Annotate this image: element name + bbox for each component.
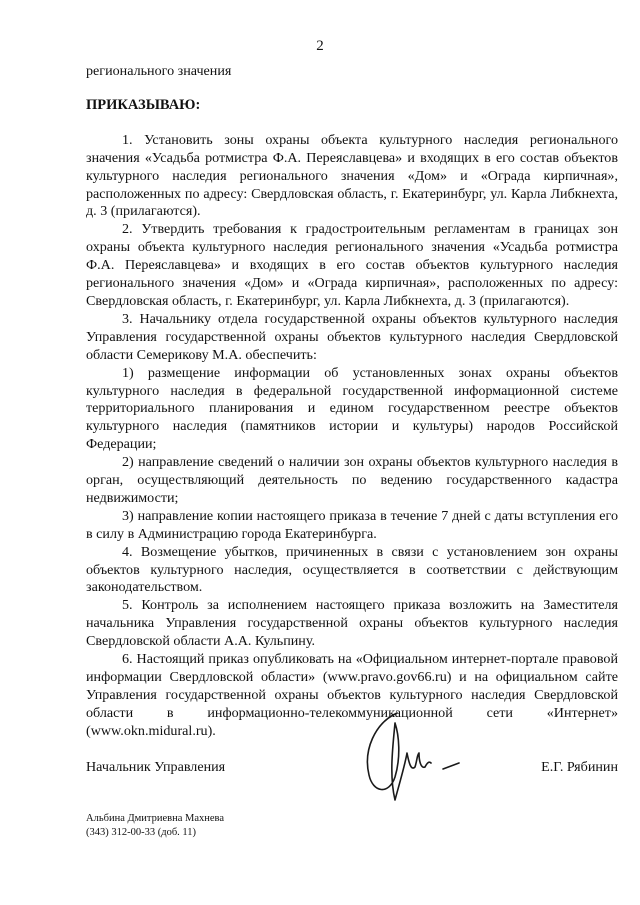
contact-phone: (343) 312-00-33 (доб. 11) [86,827,197,838]
paragraph-3: 3. Начальнику отдела государственной охраны объектов культурного наследия Управления государственной охраны объектов культурного наследия Свердловской области Семерикову М.А. обеспечить: [86,310,618,363]
paragraph-1: 1. Установить зоны охраны объекта культурного наследия регионального значения «Усадьба ротмистра Ф.А. Переяславцева» и входящих в его состав объектов культурного наследия регионального значения «Дом» и «Ограда кирпичная», расположенных по адресу: Свердловская область, г. Екатеринбург, ул. Карла Либкнехта, д. 3 (прилагаются). [86,131,618,220]
signer-title: Начальник Управления [86,759,226,775]
subitem-2: 2) направление сведений о наличии зон охраны объектов культурного наследия в орган, осуществляющий деятельность по ведению государственного кадастра недвижимости; [86,454,618,506]
paragraph-5: 5. Контроль за исполнением настоящего приказа возложить на Заместителя начальника Управления государственной охраны объектов культурного наследия Свердловской области А.А. Кульпину. [86,597,618,650]
contact-info [86,812,224,840]
paragraph-6: 6. Настоящий приказ опубликовать на «Официальном интернет-портале правовой информации Свердловской области» (www.pravo.gov66.ru) и на официальном сайте Управления государственной охраны объектов культурного наследия Свердловской области в информационно-телекоммуникационной сети «Интернет» (www.okn.midural.ru). [86,651,618,739]
contact-person: Альбина Дмитриевна Махнева [86,813,225,824]
continuation-text: регионального значения [86,63,232,79]
order-heading: ПРИКАЗЫВАЮ: [86,96,201,113]
document-body [86,63,618,741]
signature-row [86,759,618,779]
subitem-3: 3) направление копии настоящего приказа в течение 7 дней с даты вступления его в силу в Администрацию города Екатеринбурга. [86,507,618,542]
paragraph-4: 4. Возмещение убытков, причиненных в связи с установлением зон охраны объектов культурного наследия, осуществляется в соответствии с действующим законодательством. [86,543,618,596]
handwritten-signature [355,705,475,815]
signer-name: Е.Г. Рябинин [541,759,618,775]
page-number: 2 [316,38,324,54]
paragraph-2: 2. Утвердить требования к градостроительным регламентам в границах зон охраны объекта культурного наследия регионального значения «Усадьба ротмистра Ф.А. Переяславцева» и входящих в его состав объектов культурного наследия регионального значения «Дом» и «Ограда кирпичная», расположенных по адресу: Свердловская область, г. Екатеринбург, ул. Карла Либкнехта, д. 3 (прилагаются). [86,221,618,309]
subitem-1: 1) размещение информации об установленных зонах охраны объектов культурного наследия в федеральной государственной информационной системе территориального планирования и едином государственном реестре объектов культурного наследия (памятников истории и культуры) народов Российской Федерации; [86,364,618,453]
